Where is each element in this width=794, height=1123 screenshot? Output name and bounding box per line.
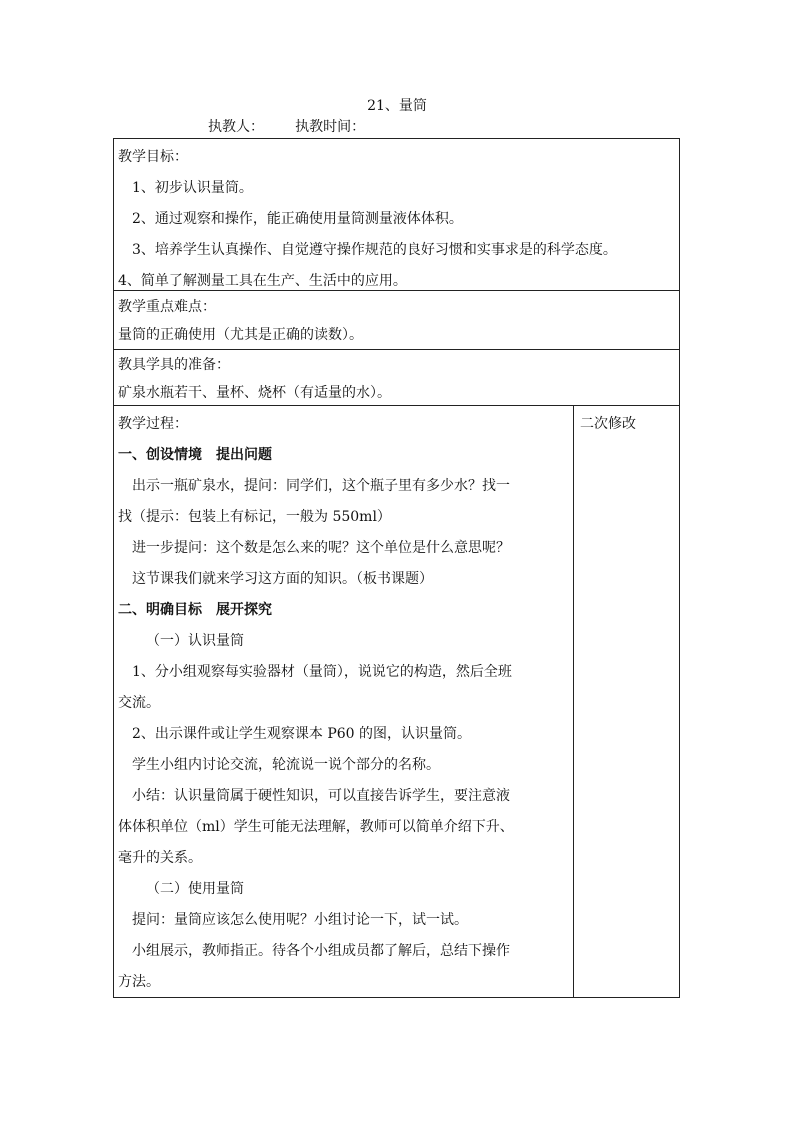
teacher-label: 执教人： [208,119,264,135]
lesson-meta [208,117,365,137]
materials-cell [118,351,675,407]
materials-text: 矿泉水瓶若干、量杯、烧杯（有适量的水）。 [118,385,391,401]
row-divider [113,349,680,350]
key-points-cell [118,293,675,349]
objective-item: 4、简单了解测量工具在生产、生活中的应用。 [118,273,407,289]
objectives-heading: 教学目标： [118,149,188,165]
paragraph: 找（提示：包装上有标记，一般为 550ml） [118,509,391,525]
section-title: 一、创设情境 提出问题 [118,447,272,463]
paragraph: 学生小组内讨论交流，轮流说一说个部分的名称。 [132,757,440,773]
objective-item: 1、初步认识量筒。 [132,180,253,196]
process-heading: 教学过程： [118,416,188,432]
paragraph: 体体积单位（ml）学生可能无法理解，教师可以简单介绍下升、 [118,819,514,835]
paragraph: 1、分小组观察每实验器材（量筒），说说它的构造，然后全班 [132,664,512,680]
paragraph: 方法。 [118,974,160,990]
objective-item: 2、通过观察和操作，能正确使用量筒测量液体体积。 [132,211,463,227]
paragraph: 这节课我们就来学习这方面的知识。（板书课题） [132,571,433,587]
time-label: 执教时间： [295,119,366,135]
paragraph: 毫升的关系。 [118,850,202,866]
objective-item: 3、培养学生认真操作、自觉遵守操作规范的良好习惯和实事求是的科学态度。 [132,242,617,258]
process-cell [118,409,570,998]
revision-label: 二次修改 [580,416,636,432]
lesson-title: 21、量筒 [367,98,427,114]
paragraph: 交流。 [118,695,160,711]
key-points-heading: 教学重点难点： [118,299,216,315]
objectives-cell [118,142,675,297]
paragraph: 进一步提问：这个数是怎么来的呢？这个单位是什么意思呢？ [132,540,510,556]
subsection-title: （二）使用量筒 [146,881,244,897]
key-points-text: 量筒的正确使用（尤其是正确的读数）。 [118,327,363,343]
materials-heading: 教具学具的准备： [118,357,230,373]
paragraph: 小结：认识量筒属于硬性知识，可以直接告诉学生，要注意液 [132,788,510,804]
paragraph: 小组展示，教师指正。待各个小组成员都了解后，总结下操作 [132,943,510,959]
subsection-title: （一）认识量筒 [146,633,244,649]
paragraph: 2、出示课件或让学生观察课本 P60 的图，认识量筒。 [132,726,472,742]
section-title: 二、明确目标 展开探究 [118,602,272,618]
paragraph: 提问：量筒应该怎么使用呢？小组讨论一下，试一试。 [132,912,468,928]
column-divider [573,405,574,998]
paragraph: 出示一瓶矿泉水，提问：同学们，这个瓶子里有多少水？找一 [132,478,510,494]
